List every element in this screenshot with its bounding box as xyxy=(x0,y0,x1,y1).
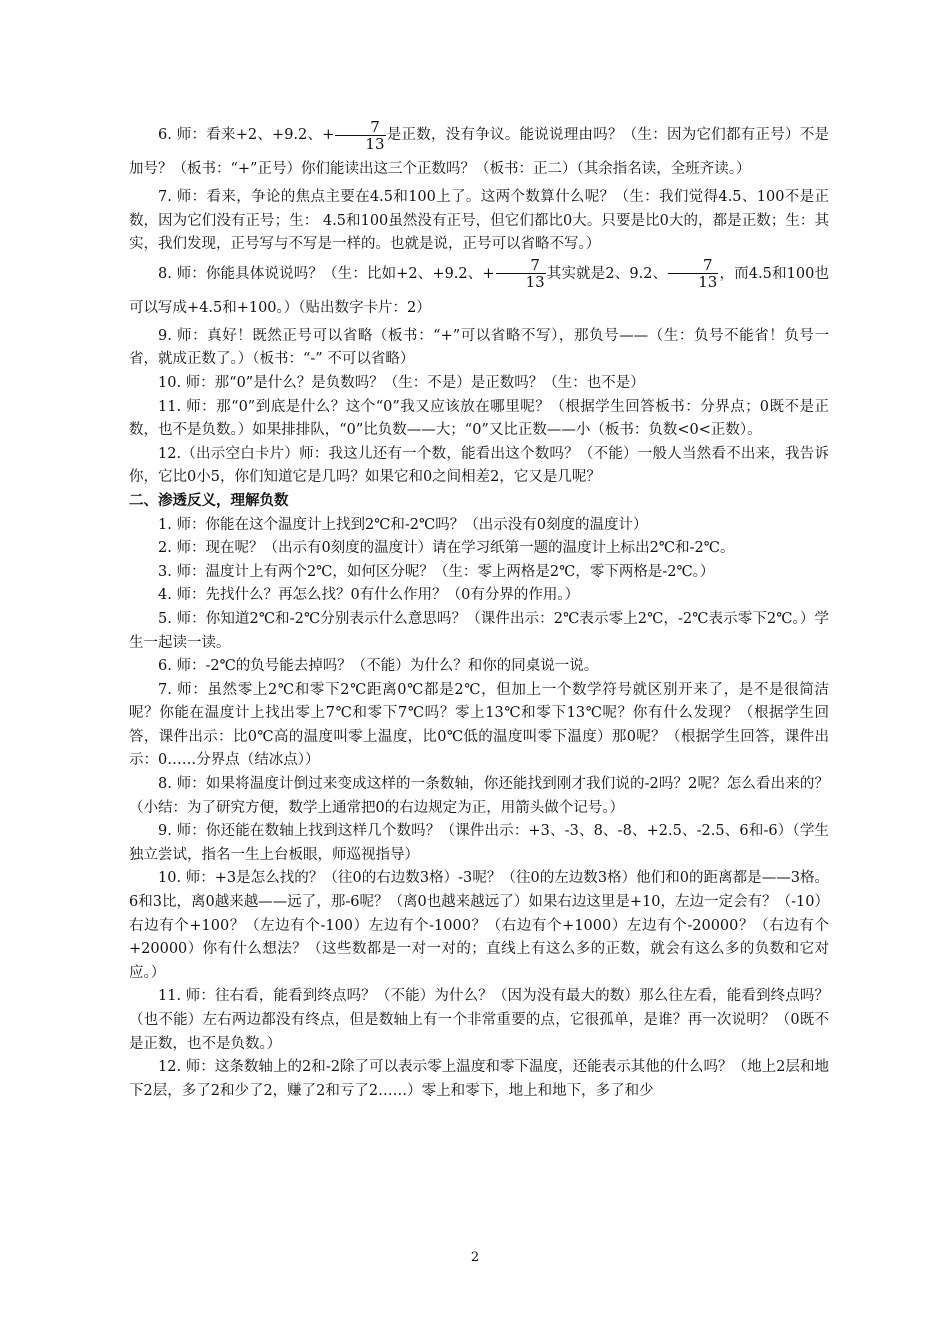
paragraph-7: 7. 师：看来，争论的焦点主要在4.5和100上了。这两个数算什么呢？（生：我们觉得4.5、100不是正数，因为它们没有正号；生： 4.5和100虽然没有正号，但它们都比0大。只要是比0大的，都是正数；生：其实，我们发现，正号写与不写是一样的。也就是说，正号可以省略不写。） xyxy=(129,189,829,253)
fraction-numerator: 7 xyxy=(703,256,713,275)
fraction xyxy=(335,119,385,152)
page-number: 2 xyxy=(470,1250,480,1265)
paragraph-b7: 7. 师：虽然零上2℃和零下2℃距离0℃都是2℃，但加上一个数学符号就区别开来了，是不是很简洁呢？你能在温度计上找出零上7℃和零下7℃吗？零上13℃和零下13℃呢？你有什么发现？（根据学生回答，课件出示：比0℃高的温度叫零上温度，比0℃低的温度叫零下温度）那0呢？（根据学生回答，课件出示：0……分界点（结冰点）） xyxy=(129,681,829,769)
paragraph-b5: 5. 师：你知道2℃和-2℃分别表示什么意思吗？（课件出示：2℃表示零上2℃，-2℃表示零下2℃。）学生一起读一读。 xyxy=(129,610,829,651)
paragraph-text: 6. 师：看来+2、+9.2、+ xyxy=(158,127,335,143)
paragraph-b12: 12. 师：这条数轴上的2和-2除了可以表示零上温度和零下温度，还能表示其他的什么吗？（地上2层和地下2层，多了2和少了2，赚了2和亏了2……）零上和零下，地上和地下，多了和少 xyxy=(129,1059,829,1099)
paragraph-b11: 11. 师：往右看，能看到终点吗？（不能）为什么？（因为没有最大的数）那么往左看，能看到终点吗？（也不能）左右两边都没有终点，但是数轴上有一个非常重要的点，它很孤单，是谁？再一次说明？（0既不是正数，也不是负数。） xyxy=(129,988,829,1052)
paragraph-8 xyxy=(129,257,829,325)
paragraph-b9: 9. 师：你还能在数轴上找到这样几个数吗？（课件出示：+3、-3、8、-8、+2.5、-2.5、6和-6）（学生独立尝试，指名一生上台板眼，师巡视指导） xyxy=(129,823,829,863)
fraction xyxy=(668,257,718,290)
fraction-denominator: 13 xyxy=(668,273,718,290)
paragraph-text: ，而4.5和100也可以写成+4.5和+100。）（贴出数字卡片：2） xyxy=(129,265,829,316)
fraction xyxy=(496,257,546,290)
fraction-denominator: 13 xyxy=(496,273,546,290)
paragraph-9: 9. 师：真好！既然正号可以省略（板书：“+”可以省略不写），那负号——（生：负号不能省！负号一省，就成正数了。）（板书：“-” 不可以省略） xyxy=(129,327,829,368)
paragraph-6 xyxy=(129,118,829,186)
paragraph-b3: 3. 师：温度计上有两个2℃，如何区分呢？（生：零上两格是2℃，零下两格是-2℃。） xyxy=(158,563,715,580)
paragraph-12: 12.（出示空白卡片）师：我这儿还有一个数，能看出这个数吗？（不能）一般人当然看不出来，我告诉你，它比0小5，你们知道它是几吗？如果它和0之间相差2，它又是几呢？ xyxy=(129,445,829,486)
paragraph-text: 8. 师：你能具体说说吗？（生：比如+2、+9.2、+ xyxy=(158,265,495,282)
paragraph-b4: 4. 师：先找什么？再怎么找？0有什么作用？（0有分界的作用。） xyxy=(158,587,580,604)
paragraph-text: 是正数，没有争议。能说说理由吗？（生：因为它们都有正号）不是加号？（板书：“+”正号）你们能读出这三个正数吗？（板书：正二）（其余指名读，全班齐读。） xyxy=(129,127,829,177)
paragraph-b1: 1. 师：你能在这个温度计上找到2℃和-2℃吗？（出示没有0刻度的温度计） xyxy=(158,516,648,533)
paragraph-text: 其实就是2、9.2、 xyxy=(546,265,668,282)
section-heading: 二、渗透反义，理解负数 xyxy=(129,492,289,509)
paragraph-b2: 2. 师：现在呢？（出示有0刻度的温度计）请在学习纸第一题的温度计上标出2℃和-2℃。 xyxy=(158,540,735,557)
fraction-numerator: 7 xyxy=(530,256,540,275)
paragraph-10: 10. 师：那“0”是什么？是负数吗？（生：不是）是正数吗？（生：也不是） xyxy=(158,374,645,391)
paragraph-b8: 8. 师：如果将温度计倒过来变成这样的一条数轴，你还能找到刚才我们说的-2吗？2呢？怎么看出来的？（小结：为了研究方便，数学上通常把0的右边规定为正，用箭头做个记号。） xyxy=(129,776,829,816)
fraction-numerator: 7 xyxy=(370,117,380,136)
fraction-denominator: 13 xyxy=(335,135,385,152)
paragraph-b6: 6. 师：-2℃的负号能去掉吗？（不能）为什么？和你的同桌说一说。 xyxy=(158,658,599,675)
paragraph-b10: 10. 师：+3是怎么找的？（往0的右边数3格）-3呢？（往0的左边数3格）他们和0的距离都是——3格。6和3比，离0越来越——远了，那-6呢？（离0也越来越远了）如果右边这里是+10，左边一定会有？（-10）右边有个+100？（左边有个-100）左边有个-1000？（右边有个+1000）左边有个-20000？（右边有个+20000）你有什么想法？（这些数都是一对一对的；直线上有这么多的正数，就会有这么多的负数和它对应。） xyxy=(129,870,829,981)
body-text xyxy=(129,118,829,1103)
paragraph-11: 11. 师：那“0”到底是什么？这个“0”我又应该放在哪里呢？（根据学生回答板书：分界点；0既不是正数，也不是负数。）如果排排队，“0”比负数——大；“0”又比正数——小（板书：负数<0<正数）。 xyxy=(129,398,829,439)
